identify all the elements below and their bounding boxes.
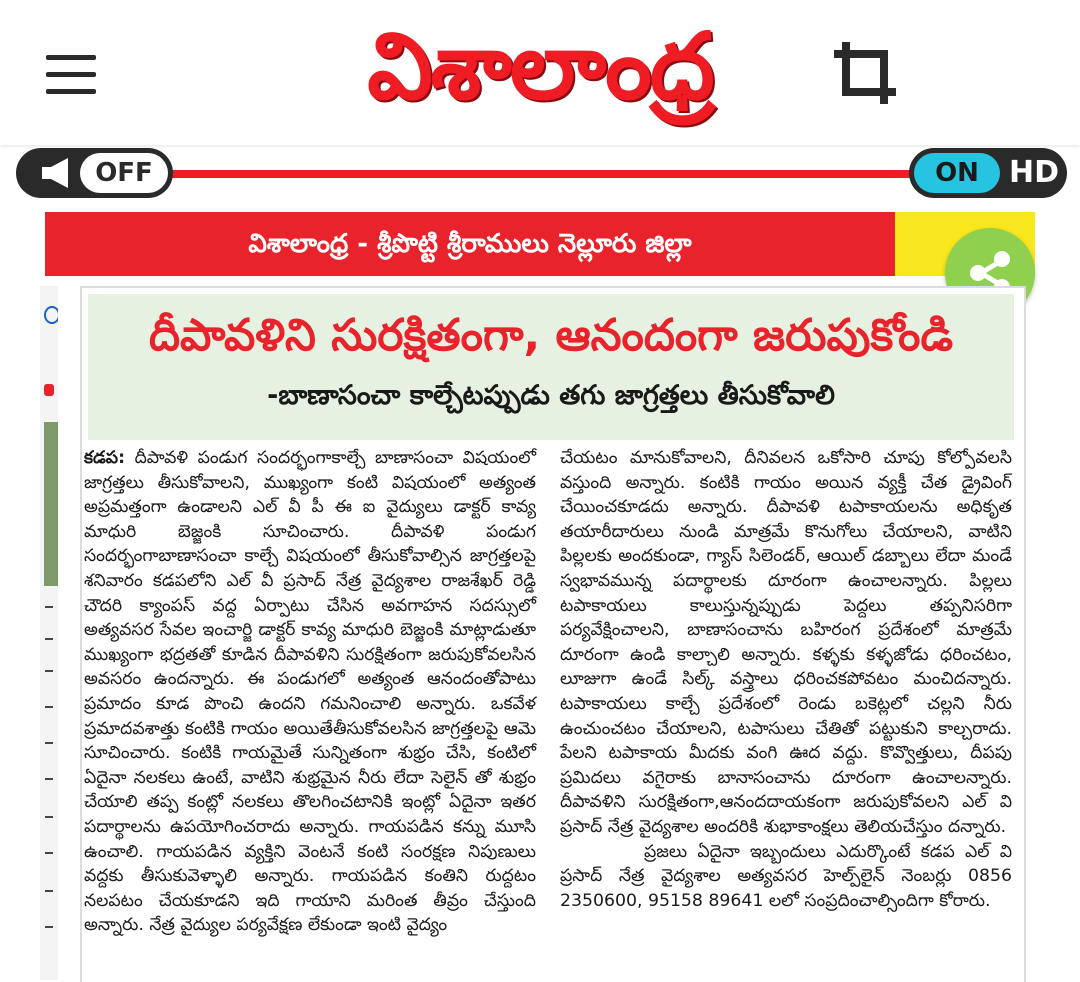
article-paragraph [84, 446, 536, 938]
hd-toggle-hd-label: HD [1008, 155, 1059, 190]
newspaper-logo[interactable] [300, 8, 780, 138]
article-subheadline: -బాణాసంచా కాల్చేటప్పుడు తగు జాగ్రత్తలు తీసుకోవాలి [267, 380, 835, 411]
headline-box [88, 294, 1014, 440]
strip-mark [44, 384, 54, 396]
strip-mark [45, 606, 53, 608]
strip-mark [45, 852, 53, 854]
strip-mark [45, 926, 53, 928]
article-paragraph [560, 840, 1012, 914]
article-dateline: కడప: [84, 448, 126, 468]
strip-mark [44, 306, 58, 324]
article-body-left: దీపావళి పండుగ సందర్భంగాకాల్చే బాణాసంచా విషయంలో జాగ్రత్తలు తీసుకోవాలని, ముఖ్యంగా కంటి విషయంలో అత్యంత అప్రమత్తంగా ఉండాలని ఎల్ వీ పీ ఈ ఐ వైద్యులు డాక్టర్ కావ్య మాధురి బెజ్జంకి సూచించారు. దీపావళి పండుగ సందర్భంగాబాణాసంచా కాల్చే విషయంలో తీసుకోవాల్సిన జాగ్రత్తలపై శనివారం కడపలోని ఎల్ వీ ప్రసాద్ నేత్ర వైద్యశాల రాజశేఖర్ రెడ్డి చౌదరి క్యాంపస్ వద్ద ఏర్పాటు చేసిన అవగాహన సదస్సులో అత్యవసర సేవల ఇంచార్జి డాక్టర్ కావ్య మాధురి బెజ్జంకి మాట్లాడుతూ ముఖ్యంగా భద్రతతో కూడిన దీపావళిని సురక్షితంగా జరుపుకోవలసిన అవసరం ఉందన్నారు. ఈ పండుగలో అత్యంత ఆనందంతోపాటు ప్రమాదం కూడ పొంచి ఉందని గమనించాలి అన్నారు. ఒకవేళ ప్రమాదవశాత్తు కంటికి గాయం అయితేతీసుకోవలసిన జాగ్రత్తలపై ఆమె సూచించారు. కంటికి గాయమైతే సున్నితంగా శుభ్రం చేసి, కంటిలో ఏదైనా నలకలు ఉంటే, వాటిని శుభ్రమైన నీరు లేదా సెలైన్ తో శుభ్రం చేయాలి తప్ప కంట్లో నలకలు తొలగించటానికి ఇంట్లో ఏదైనా ఇతర పదార్థాలను ఉపయోగించరాదు అన్నారు. గాయపడిన కన్ను మూసి ఉంచాలి. గాయపడిన వ్యక్తిని వెంటనే కంటి సంరక్షణ నిపుణులు వద్దకు తీసుకువెళ్ళాలి అన్నారు. గాయపడిన కంతిని రుద్దటం నలపటం చేయకూడని ఇది గాయాని మరింత తీవ్రం చేస్తుంది అన్నారు. నేత్ర వైద్యుల పర్యవేక్షణ లేకుండా ఇంటి వైద్యం [84, 448, 537, 936]
strip-mark [45, 778, 53, 780]
strip-mark [45, 670, 53, 672]
speaker-icon [42, 158, 78, 188]
logo-text: విశాలాంధ్ర [367, 13, 713, 120]
strip-mark [45, 742, 53, 744]
article-headline: దీపావళిని సురక్షితంగా, ఆనందంగా జరుపుకోండి [148, 310, 954, 361]
app-header [0, 0, 1080, 145]
article-helpline-paragraph: ప్రజలు ఏదైనా ఇబ్బందులు ఎదుర్కొంటే కడప ఎల్ వి ప్రసాద్ నేత్ర వైద్యశాల అత్యవసర హెల్ప్‌లైన్ నెంబర్లు 0856 2350600, 95158 89641 లలో సంప్రదించాల్సిందిగా కోరారు. [560, 841, 1012, 911]
article-column-left [84, 446, 536, 938]
adjacent-photo [44, 422, 58, 586]
strip-mark [45, 638, 53, 640]
header-divider [160, 170, 920, 178]
edition-banner-text: విశాలాంధ్ర - శ్రీపొట్టి శ్రీరాములు నెల్లూరు జిల్లా [248, 229, 692, 259]
crop-icon[interactable] [832, 40, 898, 106]
audio-toggle-label: OFF [80, 153, 168, 193]
hd-toggle-on-label: ON [914, 153, 1000, 193]
article-column-right [560, 446, 1012, 913]
hd-toggle[interactable] [909, 148, 1067, 198]
adjacent-article-strip [40, 286, 58, 980]
edition-banner [45, 212, 895, 276]
strip-mark [45, 890, 53, 892]
strip-mark [45, 816, 53, 818]
audio-toggle[interactable] [16, 148, 173, 198]
strip-mark [45, 706, 53, 708]
hamburger-menu-icon[interactable] [46, 55, 96, 95]
article-paragraph: చేయటం మానుకోవాలని, దీనివలన ఒకోసారి చూపు కోల్పోవలసి వస్తుంది అన్నారు. కంటికి గాయం అయిన వ్యక్తీ చేత డ్రైవింగ్ చేయించకూడదు అన్నారు. దీపావళి టపాకాయలను అధికృత తయారీదారులు నుండి మాత్రమే కొనుగోలు చేయాలని, వాటిని పిల్లలకు అందకుండా, గ్యాస్ సిలెండర్, ఆయిల్ డబ్బాలు లేదా మండే స్వభావమున్న పదార్థాలకు దూరంగా ఉంచాలన్నారు. పిల్లలు టపాకాయలు కాలుస్తున్నప్పుడు పెద్దలు తప్పనిసరిగా పర్యవేక్షించాలని, బాణాసంచాను బహిరంగ ప్రదేశంలో మాత్రమే దూరంగా ఉండి కాల్చాలి అన్నారు. కళ్ళకు కళ్ళజోడు ధరించటం, లూజుగా ఉండే సిల్క్ వస్త్రాలు ధరించకపోవటం మంచిదన్నారు. టపాకాయలు కాల్చే ప్రదేశంలో రెండు బకెట్లలో చల్లని నీరు ఉంచుంచటం చేయాలని, టపాసులు చేతితో పట్టుకుని కాల్చరాదు. పేలని టపాకాయ మీదకు వంగి ఊద వద్దు. కొవ్వొత్తులు, దీపపు ప్రమిదలు వగైరాకు బానాసంచాను దూరంగా ఉంచాలన్నారు. దీపావళిని సురక్షితంగా,ఆనందదాయకంగా జరుపుకోవలని ఎల్ వి ప్రసాద్ నేత్ర వైద్యశాల అందరికి శుభాకాంక్షలు తెలియచేస్తుం దన్నారు. [560, 448, 1012, 837]
